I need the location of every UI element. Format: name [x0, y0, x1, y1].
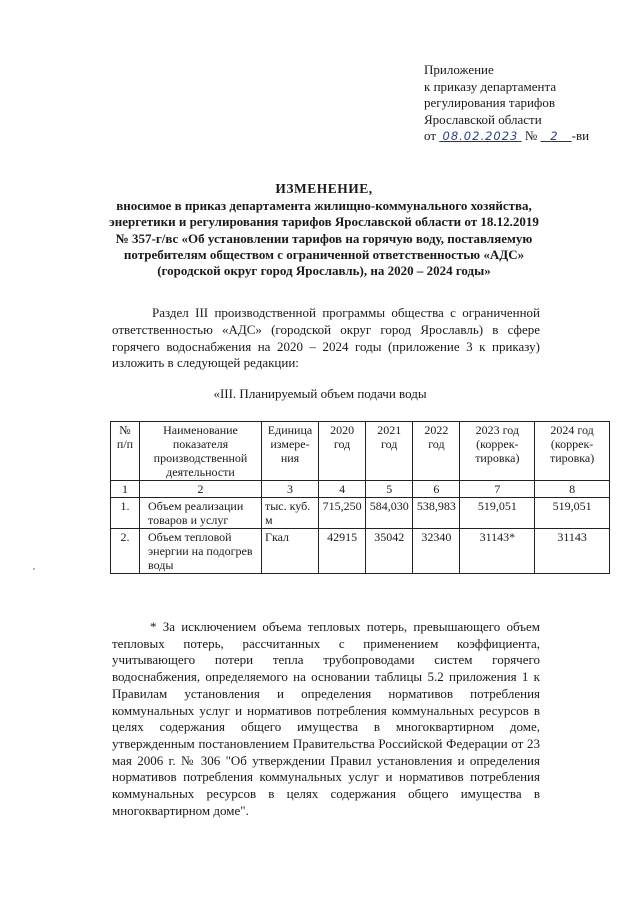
value-2024: 31143: [535, 529, 610, 574]
value-2023: 31143*: [460, 529, 535, 574]
index-cell: 7: [460, 481, 535, 498]
index-cell: 2: [140, 481, 262, 498]
row-name: Объем реализации товаров и услуг: [140, 498, 262, 529]
index-cell: 6: [413, 481, 460, 498]
amendment-title: [108, 181, 540, 279]
header-2020: 2020 год: [319, 422, 366, 481]
value-2021: 584,030: [366, 498, 413, 529]
header-num: № п/п: [111, 422, 140, 481]
table-header-row: [111, 422, 610, 481]
appendix-block: [424, 62, 624, 145]
scan-speck: [33, 568, 35, 570]
value-2020: 42915: [319, 529, 366, 574]
index-cell: 3: [262, 481, 319, 498]
title-heading: ИЗМЕНЕНИЕ,: [275, 181, 373, 196]
appendix-line: регулирования тарифов: [424, 95, 555, 110]
index-cell: 5: [366, 481, 413, 498]
appendix-date-line: [424, 128, 624, 145]
value-2024: 519,051: [535, 498, 610, 529]
table-index-row: [111, 481, 610, 498]
table-row: [111, 498, 610, 529]
number-value: 2: [550, 129, 559, 143]
value-2023: 519,051: [460, 498, 535, 529]
value-2022: 538,983: [413, 498, 460, 529]
header-name: Наименование показателя производственной деятельности: [140, 422, 262, 481]
row-name: Объем тепловой энергии на подогрев воды: [140, 529, 262, 574]
row-unit: тыс. куб. м: [262, 498, 319, 529]
footnote-paragraph: * За исключением объема тепловых потерь, превышающего объем тепловых потерь, рассчитанных с применением коэффициента, учитывающего потери тепла трубопроводами систем горячего водоснабжения, определяемого на основании таблицы 5.2 приложения 1 к Правилам установления и определения нормативов потребления коммунальных услуг и нормативов потребления коммунальных ресурсов в целях содержания общего имущества в многоквартирном доме, утвержденным постановлением Правительства Российской Федерации от 23 мая 2006 г. № 306 "Об утверждении Правил установления и определения нормативов потребления коммунальных услуг и нормативов потребления коммунальных ресурсов в целях содержания общего имущества в многоквартирном доме".: [112, 619, 540, 818]
index-cell: 8: [535, 481, 610, 498]
value-2022: 32340: [413, 529, 460, 574]
appendix-line: Приложение: [424, 62, 494, 77]
header-unit: Единица измере-ния: [262, 422, 319, 481]
intro-paragraph: Раздел III производственной программы общества с ограниченной ответственностью «АДС» (городской округ город Ярославль) в сфере горячего водоснабжения на 2020 – 2024 годы (приложение 3 к приказу) изложить в следующей редакции:: [112, 305, 540, 371]
header-2022: 2022 год: [413, 422, 460, 481]
number-label: №: [524, 128, 538, 143]
row-num: 1.: [111, 498, 140, 529]
row-unit: Гкал: [262, 529, 319, 574]
row-num: 2.: [111, 529, 140, 574]
appendix-line: Ярославской области: [424, 111, 542, 127]
date-value: 08.02.2023: [442, 129, 519, 143]
header-2023: 2023 год (коррек-тировка): [460, 422, 535, 481]
header-2024: 2024 год (коррек-тировка): [535, 422, 610, 481]
appendix-line: к приказу департамента: [424, 78, 557, 94]
value-2020: 715,250: [319, 498, 366, 529]
value-2021: 35042: [366, 529, 413, 574]
date-prefix: от: [424, 128, 437, 143]
title-text: вносимое в приказ департамента жилищно-коммунального хозяйства, энергетики и регулирования тарифов Ярославской области от 18.12.2019 № 357-г/вс «Об установлении тарифов на горячую воду, поставляемую потребителям обществом с ограниченной ответственностью «АДС» (городской округ город Ярославль), на 2020 – 2024 годы»: [109, 198, 539, 279]
volume-table: [110, 421, 610, 574]
table-row: [111, 529, 610, 574]
section-title: «III. Планируемый объем подачи воды: [213, 386, 427, 401]
index-cell: 1: [111, 481, 140, 498]
header-2021: 2021 год: [366, 422, 413, 481]
index-cell: 4: [319, 481, 366, 498]
number-suffix: -ви: [571, 128, 590, 143]
